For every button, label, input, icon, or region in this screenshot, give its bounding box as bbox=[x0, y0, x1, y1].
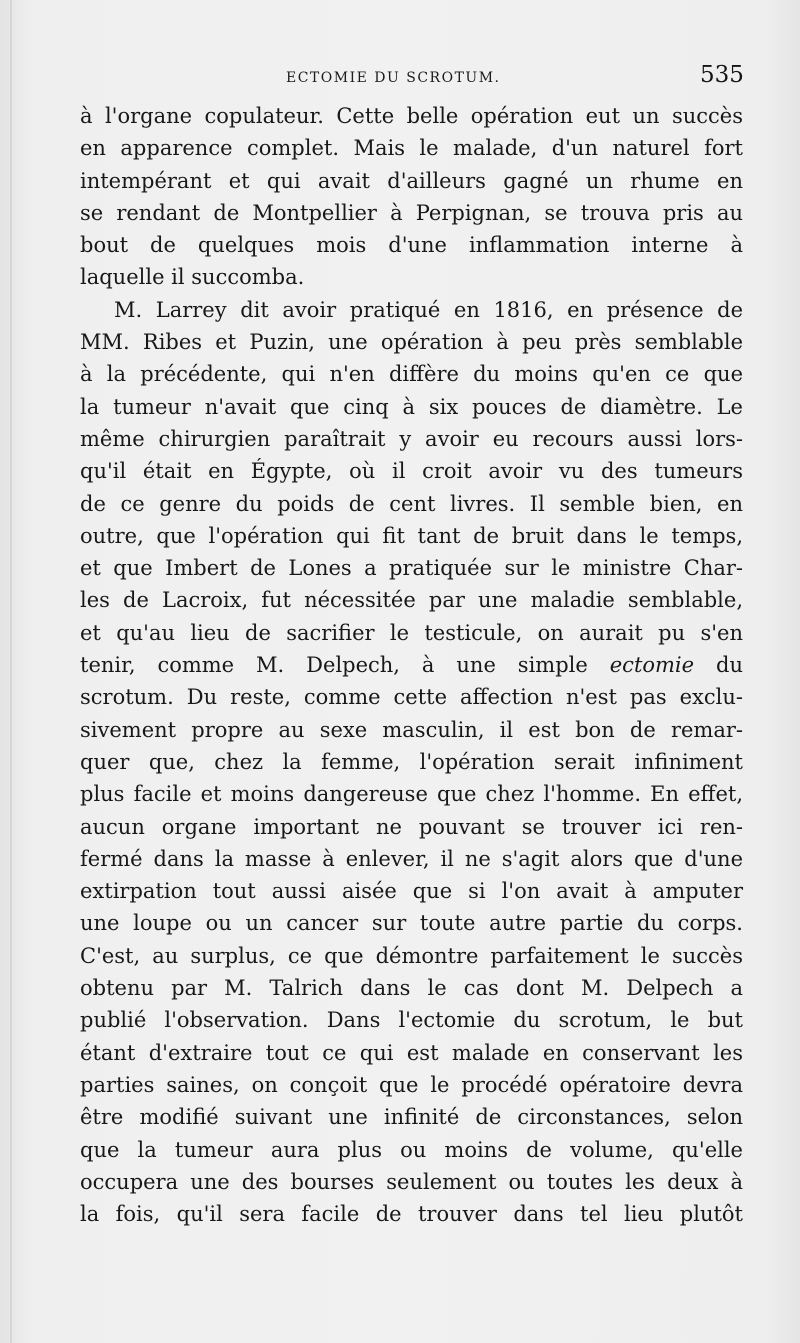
text-line: laquelle il succomba. bbox=[80, 265, 305, 290]
text-segment: du bbox=[694, 653, 743, 678]
running-title: ECTOMIE DU SCROTUM. bbox=[286, 70, 501, 86]
text-line: en apparence complet. Mais le malade, d'un naturel fort bbox=[80, 136, 743, 161]
text-line: parties saines, on conçoit que le procédé opératoire devra bbox=[80, 1072, 743, 1097]
text-segment: tenir, comme M. Delpech, à une simple bbox=[80, 653, 610, 678]
text-line: et que Imbert de Lones a pratiquée sur le ministre Char- bbox=[80, 556, 743, 581]
text-line: publié l'observation. Dans l'ectomie du scrotum, le but bbox=[80, 1008, 743, 1033]
text-line: MM. Ribes et Puzin, une opération à peu près semblable bbox=[80, 330, 743, 355]
text-line: étant d'extraire tout ce qui est malade en conservant les bbox=[80, 1040, 743, 1065]
page-header bbox=[0, 62, 800, 92]
text-line: à la précédente, qui n'en diffère du moins qu'en ce que bbox=[80, 362, 743, 387]
page-edge-shadow bbox=[10, 0, 12, 1343]
text-line: C'est, au surplus, ce que démontre parfaitement le succès bbox=[80, 943, 743, 968]
page-number: 535 bbox=[700, 62, 744, 88]
text-line: que la tumeur aura plus ou moins de volume, qu'elle bbox=[80, 1137, 743, 1162]
text-line: de ce genre du poids de cent livres. Il semble bien, en bbox=[80, 491, 743, 516]
italic-term: ectomie bbox=[609, 653, 695, 678]
text-line: à l'organe copulateur. Cette belle opération eut un succès bbox=[80, 104, 743, 128]
text-line: bout de quelques mois d'une inflammation interne à bbox=[80, 233, 743, 258]
text-line: quer que, chez la femme, l'opération serait infiniment bbox=[80, 749, 743, 774]
text-line: et qu'au lieu de sacrifier le testicule, on aurait pu s'en bbox=[80, 620, 743, 645]
text-line: être modifié suivant une infinité de circonstances, selon bbox=[80, 1105, 743, 1130]
text-line: les de Lacroix, fut nécessitée par une maladie semblable, bbox=[80, 588, 743, 613]
text-line: la fois, qu'il sera facile de trouver dans tel lieu plutôt bbox=[80, 1202, 743, 1227]
text-line: une loupe ou un cancer sur toute autre partie du corps. bbox=[80, 911, 743, 936]
text-line: outre, que l'opération qui fit tant de bruit dans le temps, bbox=[80, 523, 743, 548]
text-line: plus facile et moins dangereuse que chez l'homme. En effet, bbox=[80, 782, 743, 807]
text-line: sivement propre au sexe masculin, il est bon de remar- bbox=[80, 717, 743, 742]
text-line: la tumeur n'avait que cinq à six pouces de diamètre. Le bbox=[80, 394, 743, 419]
text-line: obtenu par M. Talrich dans le cas dont M. Delpech a bbox=[80, 976, 743, 1001]
text-line: extirpation tout aussi aisée que si l'on avait à amputer bbox=[80, 879, 743, 904]
text-line: même chirurgien paraîtrait y avoir eu recours aussi lors- bbox=[80, 426, 743, 451]
text-line: aucun organe important ne pouvant se trouver ici ren- bbox=[80, 814, 743, 839]
text-line: intempérant et qui avait d'ailleurs gagné un rhume en bbox=[80, 168, 743, 193]
text-line: qu'il était en Égypte, où il croit avoir vu des tumeurs bbox=[80, 459, 743, 484]
text-line-with-italic bbox=[80, 649, 743, 681]
text-line: scrotum. Du reste, comme cette affection n'est pas exclu- bbox=[80, 685, 743, 710]
text-line: se rendant de Montpellier à Perpignan, se trouva pris au bbox=[80, 200, 743, 225]
text-line: fermé dans la masse à enlever, il ne s'agit alors que d'une bbox=[80, 846, 743, 871]
text-line: occupera une des bourses seulement ou toutes les deux à bbox=[80, 1169, 743, 1194]
body-text bbox=[80, 100, 743, 1230]
text-line: M. Larrey dit avoir pratiqué en 1816, en présence de bbox=[114, 297, 743, 322]
